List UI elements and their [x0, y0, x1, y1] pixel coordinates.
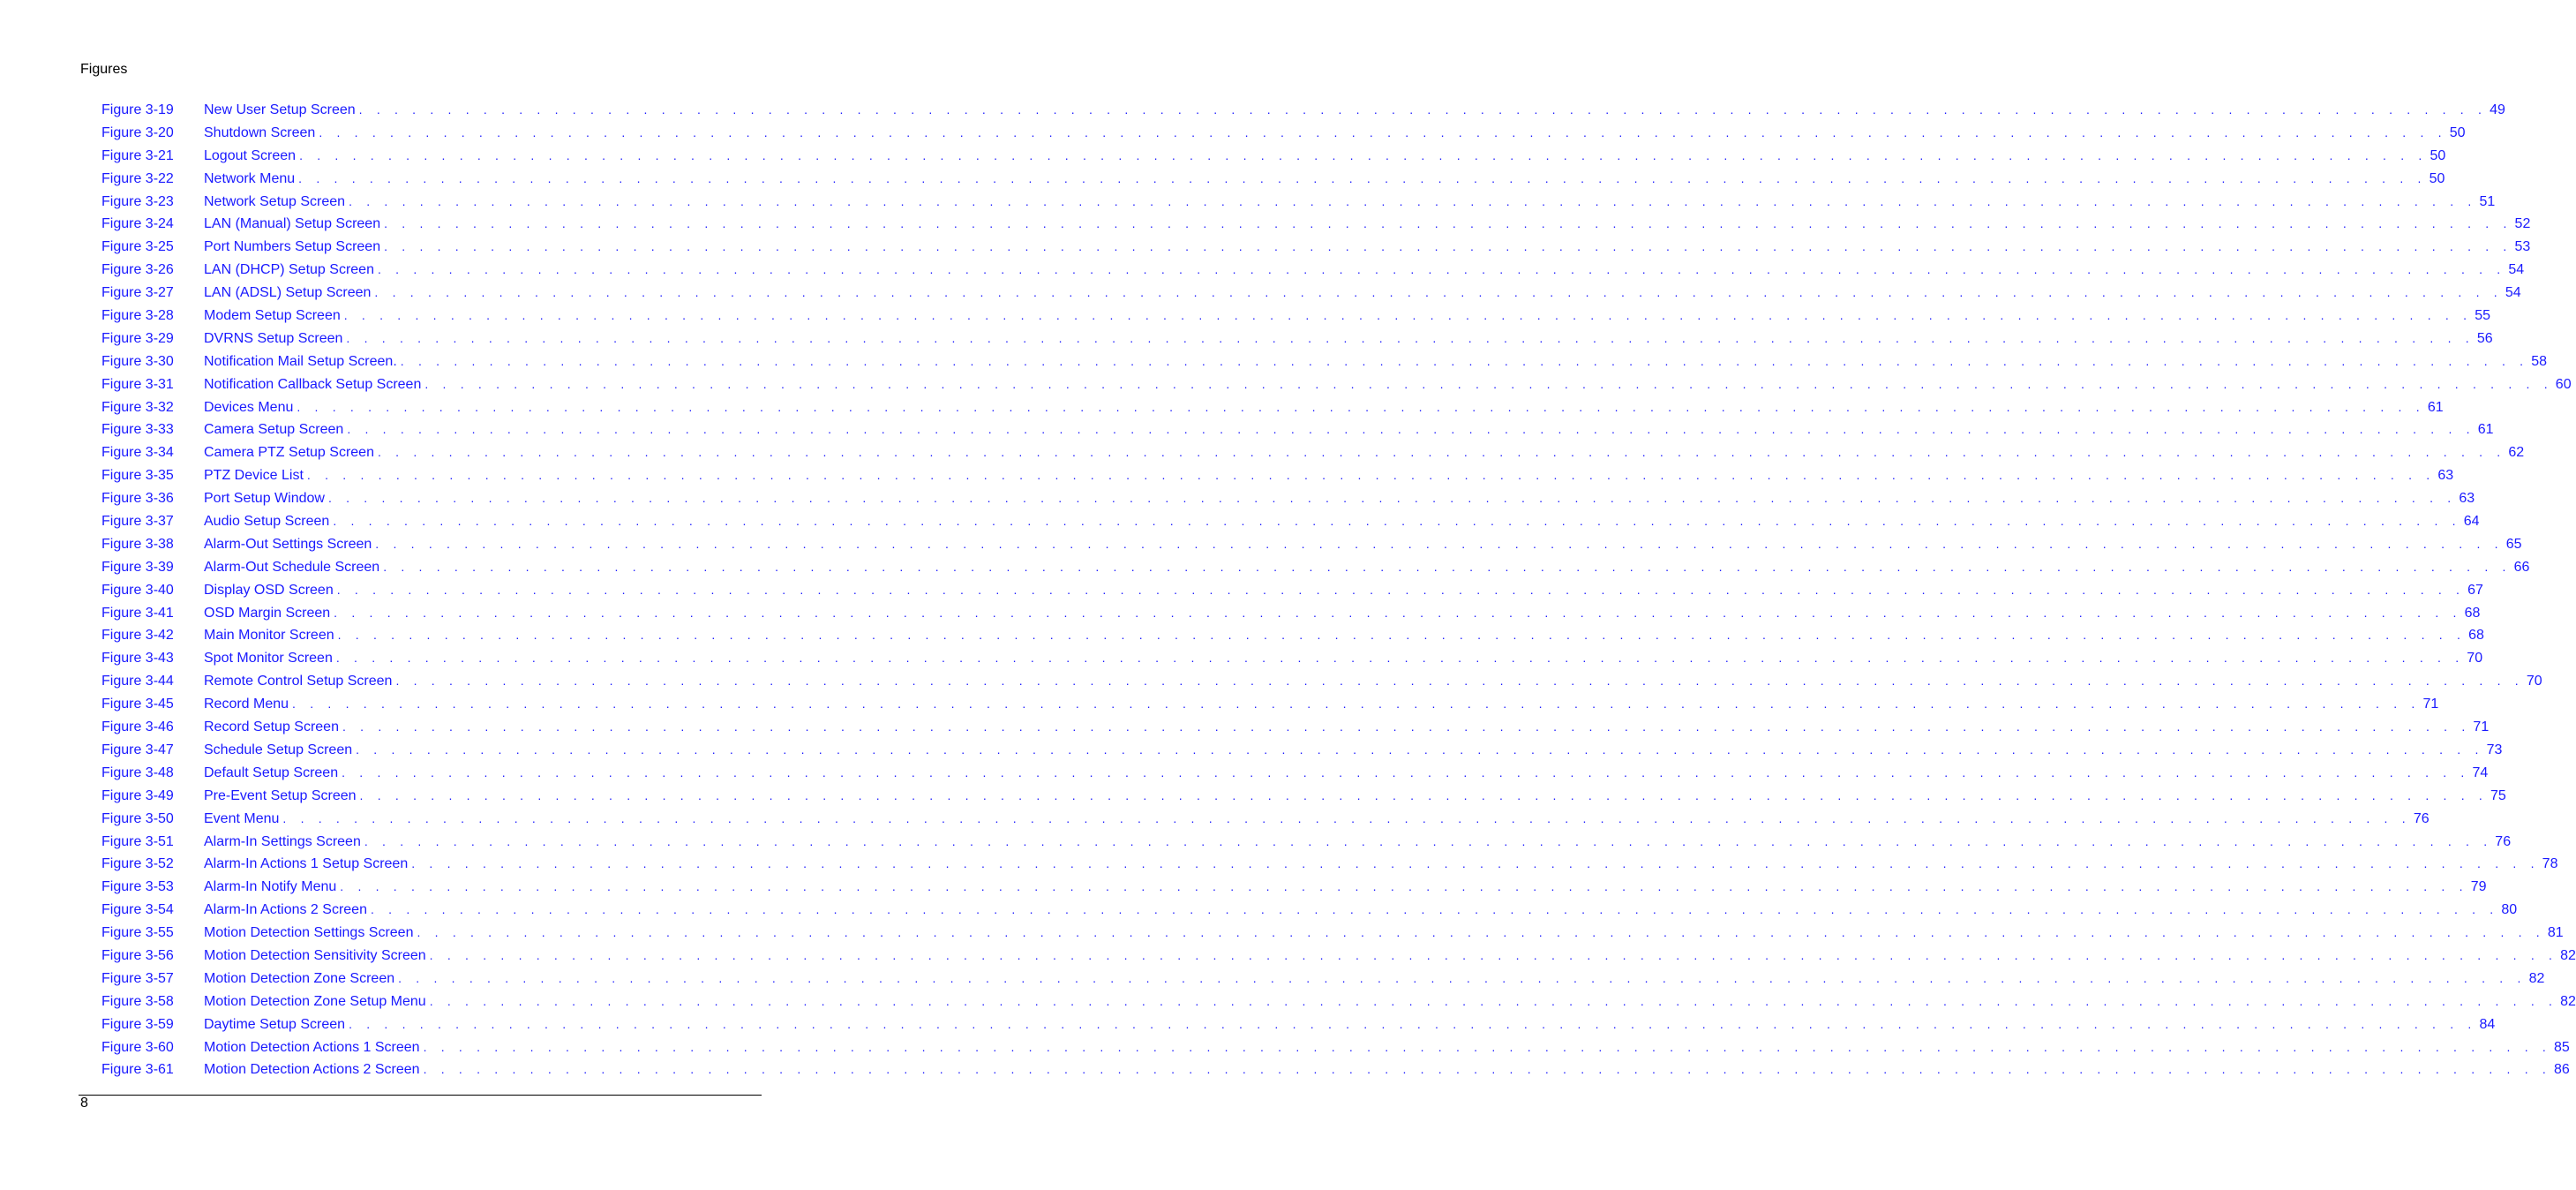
- figure-title[interactable]: LAN (ADSL) Setup Screen: [204, 282, 374, 305]
- dot-leader: . . . . . . . . . . . . . . . . . . . . . . . . . . . . . . . . . . . . . . . . . . . . . . . . . . . . . . . . . . . . . . . . . . . . . . . . . . . . . . . . . . . . . . . . . . . . . . . . . . . . . . . . . . . . . . . . . . . . . . . .: [424, 376, 2553, 391]
- figure-number[interactable]: Figure 3-48: [101, 764, 174, 780]
- figure-number[interactable]: Figure 3-58: [101, 993, 174, 1009]
- page-reference[interactable]: 71: [2420, 693, 2438, 716]
- toc-entry[interactable]: [101, 191, 2496, 214]
- dot-leader: . . . . . . . . . . . . . . . . . . . . . . . . . . . . . . . . . . . . . . . . . . . . . . . . . . . . . . . . . . . . . . . . . . . . . . . . . . . . . . . . . . . . . . . . . . . . . . . . . . . . . . . . . . . . . . . . . . . . . . . .: [337, 628, 2467, 643]
- page-reference[interactable]: 61: [2425, 396, 2444, 419]
- page-reference[interactable]: 53: [2512, 236, 2531, 259]
- section-title: Figures: [80, 62, 128, 77]
- figure-number[interactable]: Figure 3-43: [101, 651, 174, 667]
- dot-leader: . . . . . . . . . . . . . . . . . . . . . . . . . . . . . . . . . . . . . . . . . . . . . . . . . . . . . . . . . . . . . . . . . . . . . . . . . . . . . . . . . . . . . . . . . . . . . . . . . . . . . . . . . . . . . . . . . . . . . . . .: [343, 308, 2473, 323]
- figure-title[interactable]: Main Monitor Screen: [204, 624, 338, 647]
- toc-entry[interactable]: [101, 762, 2489, 785]
- page-reference[interactable]: 50: [2428, 145, 2446, 168]
- page-reference[interactable]: 76: [2492, 831, 2511, 854]
- figure-number[interactable]: Figure 3-20: [101, 124, 174, 140]
- dot-leader: . . . . . . . . . . . . . . . . . . . . . . . . . . . . . . . . . . . . . . . . . . . . . . . . . . . . . . . . . . . . . . . . . . . . . . . . . . . . . . . . . . . . . . . . . . . . . . . . . . . . . . . . . . . . . . . . . . . . . . . .: [298, 170, 2427, 185]
- page-reference[interactable]: 54: [2505, 259, 2524, 282]
- figure-title[interactable]: LAN (Manual) Setup Screen: [204, 213, 384, 236]
- dot-leader: . . . . . . . . . . . . . . . . . . . . . . . . . . . . . . . . . . . . . . . . . . . . . . . . . . . . . . . . . . . . . . . . . . . . . . . . . . . . . . . . . . . . . . . . . . . . . . . . . . . . . . . . . . . . . . . . . . . . . . . .: [319, 124, 2447, 139]
- figure-number[interactable]: Figure 3-26: [101, 262, 174, 278]
- toc-entry[interactable]: [101, 122, 2466, 145]
- dot-leader: . . . . . . . . . . . . . . . . . . . . . . . . . . . . . . . . . . . . . . . . . . . . . . . . . . . . . . . . . . . . . . . . . . . . . . . . . . . . . . . . . . . . . . . . . . . . . . . . . . . . . . . . . . . . . . . . . . . . . . . .: [398, 970, 2527, 985]
- figure-title[interactable]: OSD Margin Screen: [204, 602, 334, 625]
- figure-title[interactable]: Record Setup Screen: [204, 716, 342, 739]
- figure-title[interactable]: DVRNS Setup Screen: [204, 328, 346, 350]
- figure-number[interactable]: Figure 3-31: [101, 376, 174, 392]
- dot-leader: . . . . . . . . . . . . . . . . . . . . . . . . . . . . . . . . . . . . . . . . . . . . . . . . . . . . . . . . . . . . . . . . . . . . . . . . . . . . . . . . . . . . . . . . . . . . . . . . . . . . . . . . . . . . . . . . . . . . . . . .: [384, 216, 2512, 231]
- figure-number[interactable]: Figure 3-29: [101, 330, 174, 346]
- figure-title[interactable]: Display OSD Screen: [204, 579, 337, 602]
- toc-entry[interactable]: [101, 831, 2512, 854]
- page-reference[interactable]: 50: [2447, 122, 2466, 145]
- figure-title[interactable]: Event Menu: [204, 808, 282, 831]
- dot-leader: . . . . . . . . . . . . . . . . . . . . . . . . . . . . . . . . . . . . . . . . . . . . . . . . . . . . . . . . . . . . . . . . . . . . . . . . . . . . . . . . . . . . . . . . . . . . . . . . . . . . . . . . . . . . . . . . . . . . . . . .: [327, 491, 2457, 506]
- page-reference[interactable]: 64: [2461, 510, 2480, 533]
- toc-entry[interactable]: [101, 259, 2525, 282]
- dot-leader: . . . . . . . . . . . . . . . . . . . . . . . . . . . . . . . . . . . . . . . . . . . . . . . . . . . . . . . . . . . . . . . . . . . . . . . . . . . . . . . . . . . . . . . . . . . . . . . . . . . . . . . . . . . . . . . . . . . . . . . .: [342, 764, 2470, 780]
- page-reference[interactable]: 84: [2477, 1013, 2496, 1036]
- dot-leader: . . . . . . . . . . . . . . . . . . . . . . . . . . . . . . . . . . . . . . . . . . . . . . . . . . . . . . . . . . . . . . . . . . . . . . . . . . . . . . . . . . . . . . . . . . . . . . . . . . . . . . . . . . . . . . . . . . . . . . . .: [342, 719, 2471, 734]
- page-reference[interactable]: 82: [2527, 968, 2545, 990]
- page-reference[interactable]: 51: [2477, 191, 2496, 214]
- toc-entry[interactable]: [101, 533, 2522, 556]
- figure-title[interactable]: Motion Detection Actions 1 Screen: [204, 1036, 424, 1059]
- toc-entry[interactable]: [101, 418, 2494, 441]
- page-reference[interactable]: 50: [2427, 168, 2445, 191]
- page-reference[interactable]: 78: [2540, 853, 2558, 876]
- page-reference[interactable]: 70: [2464, 647, 2482, 670]
- figure-number[interactable]: Figure 3-25: [101, 239, 174, 255]
- page-reference[interactable]: 70: [2524, 670, 2542, 693]
- toc-entry[interactable]: [101, 213, 2531, 236]
- toc-entry[interactable]: [101, 602, 2481, 625]
- dot-leader: . . . . . . . . . . . . . . . . . . . . . . . . . . . . . . . . . . . . . . . . . . . . . . . . . . . . . . . . . . . . . . . . . . . . . . . . . . . . . . . . . . . . . . . . . . . . . . . . . . . . . . . . . . . . . . . . . . . . . . . .: [333, 514, 2461, 529]
- page-reference[interactable]: 55: [2472, 305, 2490, 328]
- dot-leader: . . . . . . . . . . . . . . . . . . . . . . . . . . . . . . . . . . . . . . . . . . . . . . . . . . . . . . . . . . . . . . . . . . . . . . . . . . . . . . . . . . . . . . . . . . . . . . . . . . . . . . . . . . . . . . . . . . . . . . . .: [423, 1062, 2552, 1077]
- page-reference[interactable]: 54: [2503, 282, 2521, 305]
- dot-leader: . . . . . . . . . . . . . . . . . . . . . . . . . . . . . . . . . . . . . . . . . . . . . . . . . . . . . . . . . . . . . . . . . . . . . . . . . . . . . . . . . . . . . . . . . . . . . . . . . . . . . . . . . . . . . . . . . . . . . . . .: [423, 1039, 2552, 1054]
- dot-leader: . . . . . . . . . . . . . . . . . . . . . . . . . . . . . . . . . . . . . . . . . . . . . . . . . . . . . . . . . . . . . . . . . . . . . . . . . . . . . . . . . . . . . . . . . . . . . . . . . . . . . . . . . . . . . . . . . . . . . . . .: [364, 833, 2493, 848]
- toc-entry[interactable]: [101, 876, 2487, 899]
- dot-leader: . . . . . . . . . . . . . . . . . . . . . . . . . . . . . . . . . . . . . . . . . . . . . . . . . . . . . . . . . . . . . . . . . . . . . . . . . . . . . . . . . . . . . . . . . . . . . . . . . . . . . . . . . . . . . . . . . . . . . . . .: [336, 582, 2466, 597]
- toc-entry[interactable]: [101, 464, 2454, 487]
- toc-entry[interactable]: [101, 808, 2430, 831]
- footer-divider: [79, 1095, 762, 1096]
- toc-entry[interactable]: [101, 350, 2548, 373]
- dot-leader: . . . . . . . . . . . . . . . . . . . . . . . . . . . . . . . . . . . . . . . . . . . . . . . . . . . . . . . . . . . . . . . . . . . . . . . . . . . . . . . . . . . . . . . . . . . . . . . . . . . . . . . . . . . . . . . . . . . . . . . .: [383, 559, 2512, 574]
- figure-title[interactable]: Notification Callback Setup Screen: [204, 373, 424, 396]
- figure-title[interactable]: Pre-Event Setup Screen: [204, 785, 360, 808]
- toc-entry[interactable]: [101, 968, 2545, 990]
- figure-number[interactable]: Figure 3-49: [101, 787, 174, 803]
- figure-number[interactable]: Figure 3-30: [101, 353, 174, 369]
- toc-entry[interactable]: [101, 922, 2564, 945]
- figure-title[interactable]: PTZ Device List: [204, 464, 307, 487]
- page-reference[interactable]: 63: [2435, 464, 2453, 487]
- dot-leader: . . . . . . . . . . . . . . . . . . . . . . . . . . . . . . . . . . . . . . . . . . . . . . . . . . . . . . . . . . . . . . . . . . . . . . . . . . . . . . . . . . . . . . . . . . . . . . . . . . . . . . . . . . . . . . . . . . . . . . . .: [358, 102, 2488, 117]
- toc-entry[interactable]: [101, 1036, 2570, 1059]
- toc-entry[interactable]: [101, 670, 2542, 693]
- figure-title[interactable]: Motion Detection Sensitivity Screen: [204, 945, 430, 968]
- toc-entry[interactable]: [101, 647, 2483, 670]
- figure-title[interactable]: Camera PTZ Setup Screen: [204, 441, 378, 464]
- toc-entry[interactable]: [101, 441, 2525, 464]
- figure-number[interactable]: Figure 3-45: [101, 697, 174, 712]
- page-reference[interactable]: 56: [2475, 328, 2493, 350]
- dot-leader: . . . . . . . . . . . . . . . . . . . . . . . . . . . . . . . . . . . . . . . . . . . . . . . . . . . . . . . . . . . . . . . . . . . . . . . . . . . . . . . . . . . . . . . . . . . . . . . . . . . . . . . . . . . . . . . . . . . . . . . .: [356, 742, 2484, 757]
- toc-entry[interactable]: [101, 624, 2484, 647]
- toc-entry[interactable]: [101, 1013, 2496, 1036]
- figure-number[interactable]: Figure 3-24: [101, 216, 174, 232]
- figure-number[interactable]: Figure 3-47: [101, 742, 174, 757]
- figure-number[interactable]: Figure 3-53: [101, 879, 174, 895]
- dot-leader: . . . . . . . . . . . . . . . . . . . . . . . . . . . . . . . . . . . . . . . . . . . . . . . . . . . . . . . . . . . . . . . . . . . . . . . . . . . . . . . . . . . . . . . . . . . . . . . . . . . . . . . . . . . . . . . . . . . . . . . .: [306, 468, 2436, 483]
- page-reference[interactable]: 66: [2512, 556, 2530, 579]
- figure-title[interactable]: Default Setup Screen: [204, 762, 342, 785]
- figure-title[interactable]: Alarm-Out Schedule Screen: [204, 556, 383, 579]
- figure-number[interactable]: Figure 3-39: [101, 559, 174, 575]
- toc-entry[interactable]: [101, 693, 2439, 716]
- figure-title[interactable]: Motion Detection Zone Screen: [204, 968, 398, 990]
- figure-number[interactable]: Figure 3-21: [101, 147, 174, 163]
- figure-title[interactable]: Modem Setup Screen: [204, 305, 344, 328]
- figure-number[interactable]: Figure 3-22: [101, 170, 174, 186]
- dot-leader: . . . . . . . . . . . . . . . . . . . . . . . . . . . . . . . . . . . . . . . . . . . . . . . . . . . . . . . . . . . . . . . . . . . . . . . . . . . . . . . . . . . . . . . . . . . . . . . . . . . . . . . . . . . . . . . . . . . . . . . .: [395, 674, 2524, 689]
- figure-number[interactable]: Figure 3-34: [101, 445, 174, 461]
- toc-entry[interactable]: [101, 579, 2483, 602]
- dot-leader: . . . . . . . . . . . . . . . . . . . . . . . . . . . . . . . . . . . . . . . . . . . . . . . . . . . . . . . . . . . . . . . . . . . . . . . . . . . . . . . . . . . . . . . . . . . . . . . . . . . . . . . . . . . . . . . . . . . . . . . .: [429, 947, 2558, 962]
- dot-leader: . . . . . . . . . . . . . . . . . . . . . . . . . . . . . . . . . . . . . . . . . . . . . . . . . . . . . . . . . . . . . . . . . . . . . . . . . . . . . . . . . . . . . . . . . . . . . . . . . . . . . . . . . . . . . . . . . . . . . . . .: [374, 285, 2503, 300]
- dot-leader: . . . . . . . . . . . . . . . . . . . . . . . . . . . . . . . . . . . . . . . . . . . . . . . . . . . . . . . . . . . . . . . . . . . . . . . . . . . . . . . . . . . . . . . . . . . . . . . . . . . . . . . . . . . . . . . . . . . . . . . .: [400, 353, 2529, 368]
- figure-title[interactable]: Alarm-Out Settings Screen: [204, 533, 375, 556]
- figure-title[interactable]: Motion Detection Actions 2 Screen: [204, 1058, 424, 1081]
- dot-leader: . . . . . . . . . . . . . . . . . . . . . . . . . . . . . . . . . . . . . . . . . . . . . . . . . . . . . . . . . . . . . . . . . . . . . . . . . . . . . . . . . . . . . . . . . . . . . . . . . . . . . . . . . . . . . . . . . . . . . . . .: [429, 993, 2558, 1008]
- page-reference[interactable]: 68: [2462, 602, 2481, 625]
- dot-leader: . . . . . . . . . . . . . . . . . . . . . . . . . . . . . . . . . . . . . . . . . . . . . . . . . . . . . . . . . . . . . . . . . . . . . . . . . . . . . . . . . . . . . . . . . . . . . . . . . . . . . . . . . . . . . . . . . . . . . . . .: [417, 925, 2545, 940]
- toc-entry[interactable]: [101, 1058, 2570, 1081]
- figure-number[interactable]: Figure 3-51: [101, 833, 174, 849]
- page-reference[interactable]: 68: [2466, 624, 2484, 647]
- page-reference[interactable]: 85: [2551, 1036, 2570, 1059]
- figure-title[interactable]: Daytime Setup Screen: [204, 1013, 349, 1036]
- dot-leader: . . . . . . . . . . . . . . . . . . . . . . . . . . . . . . . . . . . . . . . . . . . . . . . . . . . . . . . . . . . . . . . . . . . . . . . . . . . . . . . . . . . . . . . . . . . . . . . . . . . . . . . . . . . . . . . . . . . . . . . .: [297, 399, 2425, 414]
- figure-number[interactable]: Figure 3-38: [101, 536, 174, 552]
- dot-leader: . . . . . . . . . . . . . . . . . . . . . . . . . . . . . . . . . . . . . . . . . . . . . . . . . . . . . . . . . . . . . . . . . . . . . . . . . . . . . . . . . . . . . . . . . . . . . . . . . . . . . . . . . . . . . . . . . . . . . . . .: [347, 422, 2475, 437]
- figure-number[interactable]: Figure 3-40: [101, 582, 174, 598]
- dot-leader: . . . . . . . . . . . . . . . . . . . . . . . . . . . . . . . . . . . . . . . . . . . . . . . . . . . . . . . . . . . . . . . . . . . . . . . . . . . . . . . . . . . . . . . . . . . . . . . . . . . . . . . . . . . . . . . . . . . . . . . .: [335, 651, 2465, 666]
- page-reference[interactable]: 65: [2504, 533, 2522, 556]
- figure-number[interactable]: Figure 3-52: [101, 856, 174, 872]
- figure-title[interactable]: Logout Screen: [204, 145, 299, 168]
- dot-leader: . . . . . . . . . . . . . . . . . . . . . . . . . . . . . . . . . . . . . . . . . . . . . . . . . . . . . . . . . . . . . . . . . . . . . . . . . . . . . . . . . . . . . . . . . . . . . . . . . . . . . . . . . . . . . . . . . . . . . . . .: [377, 445, 2506, 460]
- page-reference[interactable]: 81: [2545, 922, 2564, 945]
- dot-leader: . . . . . . . . . . . . . . . . . . . . . . . . . . . . . . . . . . . . . . . . . . . . . . . . . . . . . . . . . . . . . . . . . . . . . . . . . . . . . . . . . . . . . . . . . . . . . . . . . . . . . . . . . . . . . . . . . . . . . . . .: [377, 262, 2506, 277]
- page-reference[interactable]: 82: [2557, 990, 2576, 1013]
- dot-leader: . . . . . . . . . . . . . . . . . . . . . . . . . . . . . . . . . . . . . . . . . . . . . . . . . . . . . . . . . . . . . . . . . . . . . . . . . . . . . . . . . . . . . . . . . . . . . . . . . . . . . . . . . . . . . . . . . . . . . . . .: [282, 810, 2411, 825]
- page-reference[interactable]: 67: [2465, 579, 2483, 602]
- toc-entry[interactable]: [101, 328, 2493, 350]
- dot-leader: . . . . . . . . . . . . . . . . . . . . . . . . . . . . . . . . . . . . . . . . . . . . . . . . . . . . . . . . . . . . . . . . . . . . . . . . . . . . . . . . . . . . . . . . . . . . . . . . . . . . . . . . . . . . . . . . . . . . . . . .: [299, 147, 2428, 162]
- figure-number[interactable]: Figure 3-37: [101, 514, 174, 530]
- figure-title[interactable]: Network Menu: [204, 168, 298, 191]
- page-reference[interactable]: 76: [2411, 808, 2430, 831]
- page-reference[interactable]: 62: [2505, 441, 2524, 464]
- figure-number[interactable]: Figure 3-50: [101, 810, 174, 826]
- page-reference[interactable]: 82: [2557, 945, 2576, 968]
- toc-entry[interactable]: [101, 945, 2576, 968]
- figure-number[interactable]: Figure 3-60: [101, 1039, 174, 1055]
- dot-leader: . . . . . . . . . . . . . . . . . . . . . . . . . . . . . . . . . . . . . . . . . . . . . . . . . . . . . . . . . . . . . . . . . . . . . . . . . . . . . . . . . . . . . . . . . . . . . . . . . . . . . . . . . . . . . . . . . . . . . . . .: [334, 605, 2462, 620]
- toc-entry[interactable]: [101, 168, 2445, 191]
- page-reference[interactable]: 86: [2551, 1058, 2570, 1081]
- figure-title[interactable]: Camera Setup Screen: [204, 418, 347, 441]
- page-number: 8: [80, 1096, 88, 1111]
- dot-leader: . . . . . . . . . . . . . . . . . . . . . . . . . . . . . . . . . . . . . . . . . . . . . . . . . . . . . . . . . . . . . . . . . . . . . . . . . . . . . . . . . . . . . . . . . . . . . . . . . . . . . . . . . . . . . . . . . . . . . . . .: [346, 330, 2475, 345]
- dot-leader: . . . . . . . . . . . . . . . . . . . . . . . . . . . . . . . . . . . . . . . . . . . . . . . . . . . . . . . . . . . . . . . . . . . . . . . . . . . . . . . . . . . . . . . . . . . . . . . . . . . . . . . . . . . . . . . . . . . . . . . .: [411, 856, 2540, 871]
- toc-entry[interactable]: [101, 236, 2531, 259]
- figure-title[interactable]: Remote Control Setup Screen: [204, 670, 395, 693]
- figure-number[interactable]: Figure 3-32: [101, 399, 174, 415]
- page-reference[interactable]: 79: [2468, 876, 2487, 899]
- dot-leader: . . . . . . . . . . . . . . . . . . . . . . . . . . . . . . . . . . . . . . . . . . . . . . . . . . . . . . . . . . . . . . . . . . . . . . . . . . . . . . . . . . . . . . . . . . . . . . . . . . . . . . . . . . . . . . . . . . . . . . . .: [359, 787, 2488, 802]
- figure-number[interactable]: Figure 3-57: [101, 970, 174, 986]
- toc-entry[interactable]: [101, 305, 2490, 328]
- toc-entry[interactable]: [101, 282, 2521, 305]
- figure-title[interactable]: Port Setup Window: [204, 487, 328, 510]
- page-reference[interactable]: 61: [2475, 418, 2494, 441]
- dot-leader: . . . . . . . . . . . . . . . . . . . . . . . . . . . . . . . . . . . . . . . . . . . . . . . . . . . . . . . . . . . . . . . . . . . . . . . . . . . . . . . . . . . . . . . . . . . . . . . . . . . . . . . . . . . . . . . . . . . . . . . .: [384, 239, 2512, 254]
- figure-title[interactable]: Port Numbers Setup Screen: [204, 236, 384, 259]
- figure-number[interactable]: Figure 3-54: [101, 902, 174, 918]
- dot-leader: . . . . . . . . . . . . . . . . . . . . . . . . . . . . . . . . . . . . . . . . . . . . . . . . . . . . . . . . . . . . . . . . . . . . . . . . . . . . . . . . . . . . . . . . . . . . . . . . . . . . . . . . . . . . . . . . . . . . . . . .: [370, 902, 2499, 917]
- figure-number[interactable]: Figure 3-19: [101, 102, 174, 117]
- figure-number[interactable]: Figure 3-46: [101, 719, 174, 735]
- page-reference[interactable]: 75: [2488, 785, 2506, 808]
- toc-entry[interactable]: [101, 716, 2490, 739]
- page-reference[interactable]: 74: [2470, 762, 2489, 785]
- page-reference[interactable]: 80: [2498, 899, 2517, 922]
- figure-title[interactable]: Alarm-In Actions 1 Setup Screen: [204, 853, 411, 876]
- dot-leader: . . . . . . . . . . . . . . . . . . . . . . . . . . . . . . . . . . . . . . . . . . . . . . . . . . . . . . . . . . . . . . . . . . . . . . . . . . . . . . . . . . . . . . . . . . . . . . . . . . . . . . . . . . . . . . . . . . . . . . . .: [340, 879, 2468, 894]
- page-reference[interactable]: 52: [2512, 213, 2531, 236]
- dot-leader: . . . . . . . . . . . . . . . . . . . . . . . . . . . . . . . . . . . . . . . . . . . . . . . . . . . . . . . . . . . . . . . . . . . . . . . . . . . . . . . . . . . . . . . . . . . . . . . . . . . . . . . . . . . . . . . . . . . . . . . .: [375, 536, 2504, 551]
- toc-entry[interactable]: [101, 785, 2506, 808]
- toc-entry[interactable]: [101, 739, 2503, 762]
- toc-entry[interactable]: [101, 556, 2530, 579]
- page-reference[interactable]: 49: [2487, 99, 2505, 122]
- figure-number[interactable]: Figure 3-56: [101, 947, 174, 963]
- figure-title[interactable]: Audio Setup Screen: [204, 510, 333, 533]
- page-reference[interactable]: 60: [2553, 373, 2572, 396]
- dot-leader: . . . . . . . . . . . . . . . . . . . . . . . . . . . . . . . . . . . . . . . . . . . . . . . . . . . . . . . . . . . . . . . . . . . . . . . . . . . . . . . . . . . . . . . . . . . . . . . . . . . . . . . . . . . . . . . . . . . . . . . .: [349, 193, 2477, 208]
- figure-number[interactable]: Figure 3-61: [101, 1062, 174, 1078]
- figure-number[interactable]: Figure 3-28: [101, 308, 174, 324]
- figure-title[interactable]: Devices Menu: [204, 396, 297, 419]
- toc-entry[interactable]: [101, 899, 2518, 922]
- figure-number[interactable]: Figure 3-23: [101, 193, 174, 209]
- figure-number[interactable]: Figure 3-35: [101, 468, 174, 484]
- figure-number[interactable]: Figure 3-59: [101, 1016, 174, 1032]
- figure-title[interactable]: Motion Detection Settings Screen: [204, 922, 417, 945]
- figure-title[interactable]: New User Setup Screen: [204, 99, 359, 122]
- figure-title[interactable]: LAN (DHCP) Setup Screen: [204, 259, 378, 282]
- figure-number[interactable]: Figure 3-27: [101, 285, 174, 301]
- figure-number[interactable]: Figure 3-44: [101, 674, 174, 689]
- page-reference[interactable]: 58: [2528, 350, 2547, 373]
- figure-title[interactable]: Motion Detection Zone Setup Menu: [204, 990, 430, 1013]
- figure-number[interactable]: Figure 3-55: [101, 925, 174, 941]
- page-reference[interactable]: 63: [2456, 487, 2475, 510]
- figure-list: [101, 99, 2576, 1081]
- toc-entry[interactable]: [101, 373, 2572, 396]
- figure-title[interactable]: Notification Mail Setup Screen.: [204, 350, 401, 373]
- dot-leader: . . . . . . . . . . . . . . . . . . . . . . . . . . . . . . . . . . . . . . . . . . . . . . . . . . . . . . . . . . . . . . . . . . . . . . . . . . . . . . . . . . . . . . . . . . . . . . . . . . . . . . . . . . . . . . . . . . . . . . . .: [349, 1016, 2477, 1031]
- page-reference[interactable]: 71: [2470, 716, 2489, 739]
- figure-title[interactable]: Alarm-In Notify Menu: [204, 876, 340, 899]
- figure-number[interactable]: Figure 3-41: [101, 605, 174, 621]
- figure-title[interactable]: Spot Monitor Screen: [204, 647, 336, 670]
- figure-title[interactable]: Record Menu: [204, 693, 292, 716]
- toc-entry[interactable]: [101, 396, 2444, 419]
- figure-title[interactable]: Network Setup Screen: [204, 191, 349, 214]
- page-reference[interactable]: 73: [2484, 739, 2503, 762]
- toc-entry[interactable]: [101, 99, 2505, 122]
- figure-number[interactable]: Figure 3-33: [101, 422, 174, 438]
- toc-entry[interactable]: [101, 145, 2446, 168]
- figure-number[interactable]: Figure 3-42: [101, 628, 174, 644]
- figure-title[interactable]: Alarm-In Settings Screen: [204, 831, 364, 854]
- figure-title[interactable]: Shutdown Screen: [204, 122, 319, 145]
- figure-title[interactable]: Alarm-In Actions 2 Screen: [204, 899, 371, 922]
- figure-title[interactable]: Schedule Setup Screen: [204, 739, 356, 762]
- toc-entry[interactable]: [101, 487, 2475, 510]
- dot-leader: . . . . . . . . . . . . . . . . . . . . . . . . . . . . . . . . . . . . . . . . . . . . . . . . . . . . . . . . . . . . . . . . . . . . . . . . . . . . . . . . . . . . . . . . . . . . . . . . . . . . . . . . . . . . . . . . . . . . . . . .: [292, 697, 2421, 712]
- toc-entry[interactable]: [101, 990, 2576, 1013]
- toc-entry[interactable]: [101, 510, 2480, 533]
- toc-entry[interactable]: [101, 853, 2558, 876]
- figure-number[interactable]: Figure 3-36: [101, 491, 174, 507]
